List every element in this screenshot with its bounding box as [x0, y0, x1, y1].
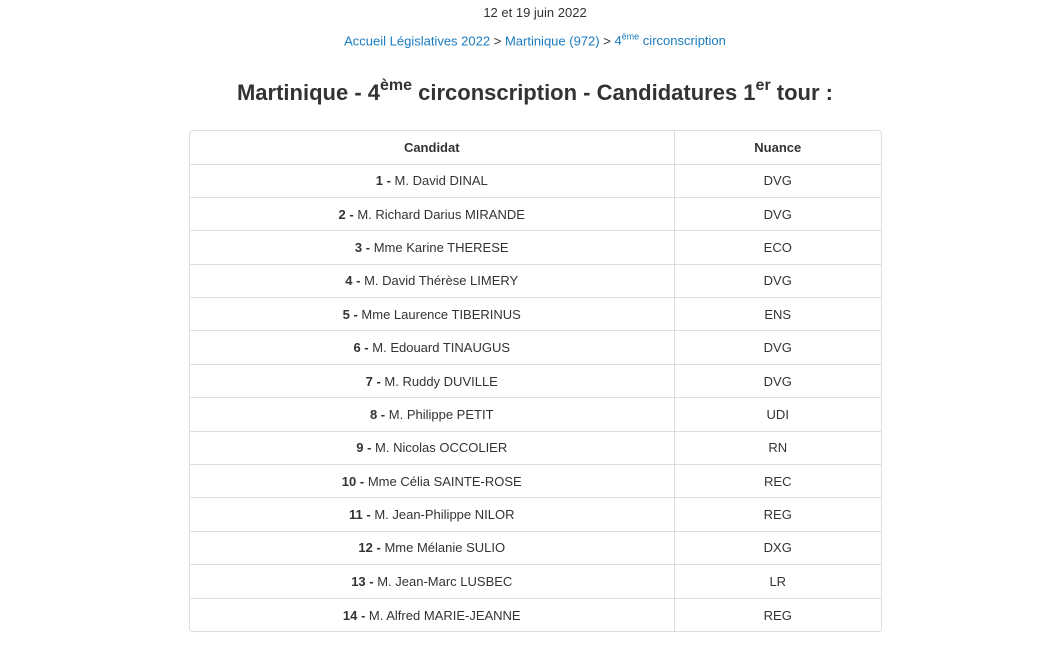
nuance-cell: ENS: [674, 298, 881, 331]
candidate-name: M. Richard Darius MIRANDE: [357, 206, 525, 222]
table-header-row: [190, 131, 881, 164]
breadcrumb-home-link[interactable]: Accueil Législatives 2022: [344, 33, 491, 49]
candidates-table: [190, 131, 881, 631]
table-row: [190, 364, 881, 397]
breadcrumb-circ-sup: ème: [621, 32, 640, 42]
breadcrumb-separator: >: [493, 33, 502, 49]
table-row: [190, 398, 881, 431]
candidate-number: 5 -: [342, 306, 358, 322]
candidate-number: 9 -: [356, 440, 372, 456]
page-title: [0, 78, 1052, 108]
candidate-name: Mme Célia SAINTE-ROSE: [367, 473, 522, 489]
candidate-cell: [190, 231, 674, 264]
candidate-name: M. Alfred MARIE-JEANNE: [368, 607, 521, 623]
candidate-number: 12 -: [358, 540, 381, 556]
breadcrumb-region-link[interactable]: Martinique (972): [504, 33, 600, 49]
table-row: [190, 298, 881, 331]
title-sup2: er: [755, 76, 771, 94]
candidate-number: 13 -: [351, 573, 374, 589]
candidate-cell: [190, 331, 674, 364]
candidate-number: 7 -: [365, 373, 381, 389]
candidate-name: M. Jean-Marc LUSBEC: [377, 573, 513, 589]
candidate-cell: [190, 197, 674, 230]
table-row: [190, 498, 881, 531]
breadcrumb-separator: >: [603, 33, 611, 49]
candidate-cell: [190, 364, 674, 397]
candidate-name: Mme Karine THERESE: [373, 239, 509, 255]
candidate-number: 10 -: [341, 473, 365, 489]
candidate-cell: [190, 531, 674, 564]
breadcrumb-circ-number: 4: [614, 33, 622, 49]
candidate-cell: [190, 398, 674, 431]
table-row: [190, 531, 881, 564]
nuance-cell: REG: [674, 598, 881, 631]
candidate-number: 14 -: [342, 607, 366, 623]
candidate-name: M. Edouard TINAUGUS: [372, 340, 511, 356]
candidate-cell: [190, 264, 674, 297]
table-row: [190, 231, 881, 264]
nuance-cell: DXG: [674, 531, 881, 564]
breadcrumb-circonscription-link[interactable]: [614, 33, 725, 48]
column-header-nuance: Nuance: [754, 139, 802, 155]
candidate-name: M. Jean-Philippe NILOR: [374, 507, 515, 523]
candidate-number: 11 -: [349, 507, 371, 523]
nuance-cell: DVG: [674, 164, 881, 197]
candidate-cell: [190, 431, 674, 464]
table-row: [190, 465, 881, 498]
election-date: 12 et 19 juin 2022: [483, 5, 587, 20]
title-part3: tour :: [770, 80, 833, 105]
nuance-cell: UDI: [674, 398, 881, 431]
candidate-name: Mme Laurence TIBERINUS: [361, 306, 521, 322]
candidate-number: 2 -: [338, 206, 354, 222]
breadcrumb: [0, 32, 1052, 48]
candidate-cell: [190, 164, 674, 197]
table-row: [190, 164, 881, 197]
column-header-candidat: Candidat: [190, 131, 674, 164]
candidate-number: 6 -: [353, 340, 369, 356]
title-sup1: ème: [380, 76, 413, 94]
candidate-name: M. Nicolas OCCOLIER: [375, 440, 508, 456]
candidate-cell: [190, 298, 674, 331]
candidate-cell: [190, 465, 674, 498]
table-row: [190, 264, 881, 297]
candidate-name: Mme Mélanie SULIO: [384, 540, 506, 556]
candidate-cell: [190, 498, 674, 531]
title-part1: Martinique - 4: [236, 80, 380, 105]
candidate-cell: [190, 598, 674, 631]
candidate-name: M. David DINAL: [394, 173, 488, 189]
table-row: [190, 431, 881, 464]
candidate-name: M. David Thérèse LIMERY: [364, 273, 519, 289]
candidate-number: 4 -: [345, 273, 361, 289]
candidate-number: 1 -: [375, 173, 391, 189]
nuance-cell: DVG: [674, 364, 881, 397]
title-part2: circonscription - Candidatures 1: [412, 80, 756, 105]
nuance-cell: REG: [674, 498, 881, 531]
nuance-cell: REC: [674, 465, 881, 498]
candidates-table-container: [189, 130, 882, 632]
nuance-cell: DVG: [674, 264, 881, 297]
nuance-cell: LR: [674, 565, 881, 598]
candidate-name: M. Philippe PETIT: [388, 406, 494, 422]
breadcrumb-circ-label: circonscription: [639, 33, 726, 49]
candidate-number: 8 -: [369, 406, 386, 422]
nuance-cell: DVG: [674, 331, 881, 364]
table-row: [190, 197, 881, 230]
candidate-number: 3 -: [354, 239, 371, 255]
candidate-name: M. Ruddy DUVILLE: [384, 373, 498, 389]
table-row: [190, 565, 881, 598]
table-row: [190, 598, 881, 631]
table-row: [190, 331, 881, 364]
nuance-cell: ECO: [674, 231, 881, 264]
nuance-cell: RN: [674, 431, 881, 464]
nuance-cell: DVG: [674, 197, 881, 230]
candidate-cell: [190, 565, 674, 598]
